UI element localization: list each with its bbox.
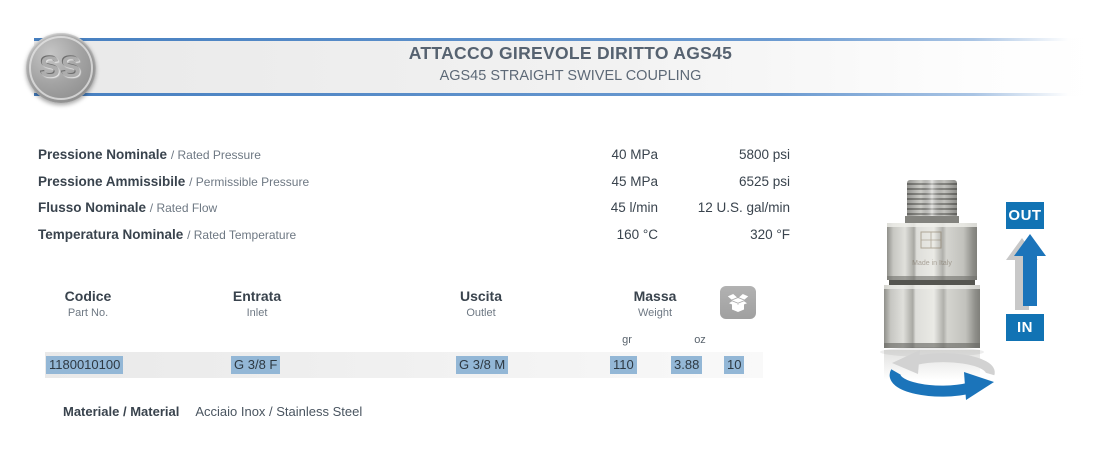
swivel-rotation-arrow-icon — [886, 342, 1000, 404]
spec-row-rated-pressure — [38, 147, 790, 174]
col-header-outlet: Uscita Outlet — [459, 288, 503, 319]
spec-metric-value: 160 °C — [616, 226, 658, 242]
table-row — [45, 352, 763, 378]
ss-logo-badge — [26, 33, 96, 103]
spec-label-en: / Rated Temperature — [187, 227, 297, 242]
page-title: ATTACCO GIREVOLE DIRITTO AGS45 — [408, 43, 733, 63]
unit-gr: gr — [622, 334, 632, 346]
spec-imperial-value: 6525 psi — [738, 173, 790, 189]
material-label: Materiale / Material — [63, 404, 180, 419]
cell-outlet: G 3/8 M — [456, 356, 508, 374]
cell-pieces-per-box: 10 — [724, 356, 744, 374]
spec-metric-value: 45 l/min — [610, 200, 658, 215]
cell-weight-gr: 110 — [610, 356, 637, 374]
ss-logo-text: SS — [39, 51, 83, 84]
spec-label-it: Pressione Nominale — [38, 147, 168, 162]
made-in-italy-stamp: Made in Italy — [912, 260, 952, 267]
in-badge: IN — [1006, 314, 1044, 341]
cell-inlet: G 3/8 F — [231, 356, 280, 374]
col-header-part-no: Codice Part No. — [64, 288, 112, 319]
spec-label-it: Pressione Ammissibile — [38, 173, 186, 189]
spec-metric-value: 40 MPa — [611, 147, 658, 162]
col-header-weight: Massa Weight — [633, 288, 677, 319]
header-titles — [100, 43, 1041, 84]
material-value: Acciaio Inox / Stainless Steel — [195, 404, 363, 419]
pieces-per-box-icon — [720, 286, 756, 319]
spec-label-en: / Rated Flow — [149, 201, 218, 215]
material-row — [63, 404, 362, 419]
cell-part-no: 1180010100 — [46, 356, 123, 374]
spec-label-it: Temperatura Nominale — [38, 226, 184, 242]
spec-imperial-value: 5800 psi — [738, 147, 790, 162]
spec-row-rated-temperature — [38, 227, 790, 254]
unit-oz: oz — [694, 334, 706, 346]
spec-row-permissible-pressure — [38, 174, 790, 201]
spec-imperial-value: 12 U.S. gal/min — [697, 200, 790, 215]
spec-row-rated-flow — [38, 200, 790, 227]
header-top-rule — [34, 38, 1101, 41]
page-subtitle: AGS45 STRAIGHT SWIVEL COUPLING — [439, 68, 702, 84]
spec-list — [38, 147, 790, 253]
cell-weight-oz: 3.88 — [671, 356, 702, 374]
spec-imperial-value: 320 °F — [750, 226, 790, 242]
header-bottom-rule — [34, 93, 1101, 96]
spec-metric-value: 45 MPa — [611, 173, 658, 189]
open-box-icon — [727, 293, 749, 313]
flow-direction-arrow-icon — [1000, 234, 1052, 310]
out-badge: OUT — [1006, 202, 1044, 229]
spec-label-en: / Rated Pressure — [170, 148, 261, 162]
lower-hex-nut — [884, 285, 980, 348]
spec-label-en: / Permissible Pressure — [189, 174, 310, 189]
col-header-inlet: Entrata Inlet — [232, 288, 282, 319]
spec-label-it: Flusso Nominale — [38, 200, 147, 215]
